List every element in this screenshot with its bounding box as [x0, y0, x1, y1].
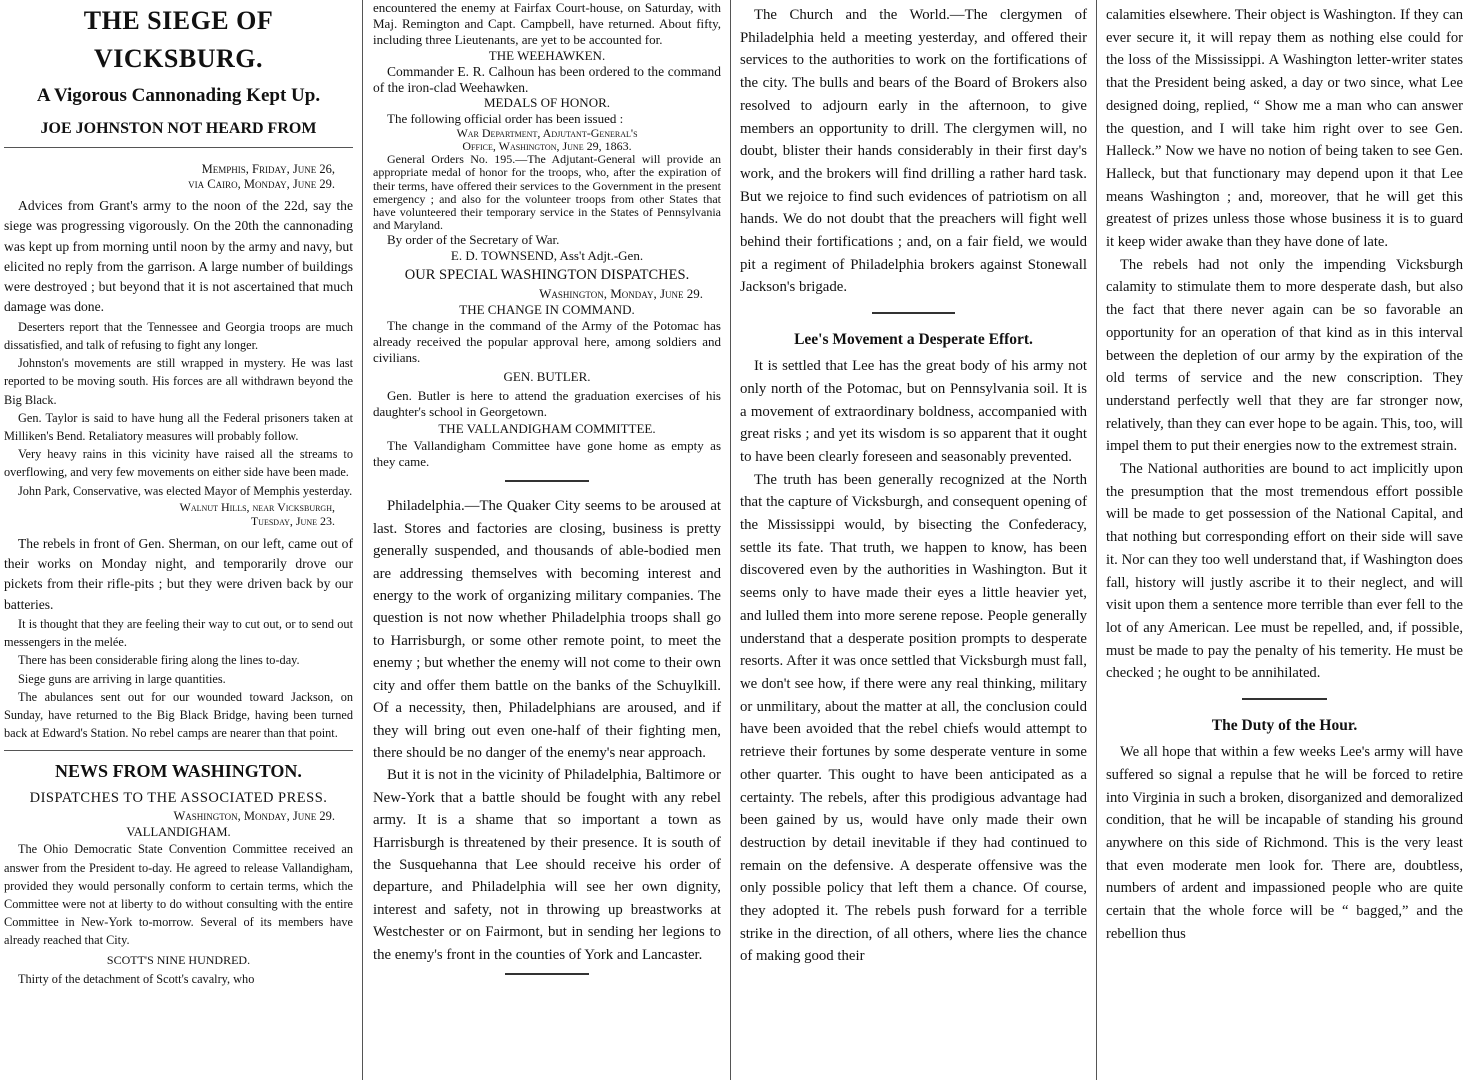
column-rule [1096, 0, 1097, 1080]
dateline: Washington, Monday, June 29. [173, 809, 335, 824]
paragraph: Thirty of the detachment of Scott's cavalry, who [18, 971, 255, 986]
paragraph: Deserters report that the Tennessee and Georgia troops are much dissatisfied, and talk of refusing to fight any longer. [4, 319, 353, 352]
paragraph: Gen. Taylor is said to have hung all the Federal prisoners taken at Milliken's Bend. Retaliatory measures will probably follow. [4, 410, 353, 443]
paragraph: Gen. Butler is here to attend the graduation exercises of his daughter's school in Georgetown. [373, 387, 721, 419]
paragraph: The rebels in front of Gen. Sherman, on our left, came out of their works on Monday night, and temporarily drove our pickets from their rifle-pits ; but they were driven back by our batteries. [4, 535, 353, 612]
column-rule [730, 0, 731, 1080]
paragraph: It is thought that they are feeling their way to cut out, or to send out messengers in the melée. [4, 617, 353, 650]
dateline: Memphis, Friday, June 26, [201, 162, 335, 176]
paragraph: Advices from Grant's army to the noon of the 22d, say the siege was progressing vigorously. On the 20th the cannonading was kept up from morning until noon by the army and navy, but elicited no reply from the garrison. A large number of buildings were destroyed ; but beyond that it is not ascertained that much damage was done. [4, 198, 353, 315]
order-heading: War Department, Adjutant-General's [456, 126, 638, 141]
paragraph: But it is not in the vicinity of Philadelphia, Baltimore or New-York that a battle should be fought with any rebel army. It is a shame that so important a town as Harrisburgh is threatened by their presence. It is south of the Susquehanna that Lee should receive his order of departure, and Philadelphia will see her own dignity, interest and safety, not in throwing up breastworks at Westchester or on Fairmont, but in sending her legions to the enemy's front in the counties of York and Lancaster. [373, 767, 721, 963]
subhead-vallandigham: VALLANDIGHAM. [126, 825, 231, 840]
paragraph: Very heavy rains in this vicinity have raised all the streams to overflowing, and very few movements on either side have been made. [4, 447, 353, 480]
paragraph: Johnston's movements are still wrapped in mystery. He was last reported to be moving south. His forces are all withdrawn beyond the Big Black. [4, 356, 353, 407]
column-2 [367, 0, 727, 1080]
paragraph: John Park, Conservative, was elected Mayor of Memphis yesterday. [18, 483, 353, 498]
column-3 [734, 0, 1093, 1080]
dateline: Walnut Hills, near Vicksburgh, [179, 499, 335, 514]
paragraph: encountered the enemy at Fairfax Court-house, on Saturday, with Maj. Remington and Capt. Campbell, have returned. About fifty, including three Lieutenants, are yet to be accounted for. [373, 0, 721, 47]
subhead-medals: MEDALS OF HONOR. [483, 95, 611, 111]
divider [373, 968, 721, 978]
headline-lee-movement: Lee's Movement a Desperate Effort. [794, 331, 1033, 349]
subhead-cannonading: A Vigorous Cannonading Kept Up. [36, 85, 321, 106]
paragraph: The change in the command of the Army of the Potomac has already received the popular approval here, among soldiers and civilians. [373, 318, 721, 365]
headline-special-dispatches: OUR SPECIAL WASHINGTON DISPATCHES. [404, 267, 690, 284]
paragraph: The Vallandigham Committee have gone home as empty as they came. [373, 437, 721, 469]
paragraph: Commander E. R. Calhoun has been ordered to the command of the iron-clad Weehawken. [373, 63, 721, 95]
column-4 [1100, 0, 1469, 1080]
subhead-scott: SCOTT'S NINE HUNDRED. [106, 952, 251, 967]
headline-siege: THE SIEGE OF VICKSBURG. [83, 6, 274, 73]
subhead-weehawken: THE WEEHAWKEN. [488, 47, 606, 63]
headline-news-washington: NEWS FROM WASHINGTON. [55, 761, 302, 782]
column-rule [362, 0, 363, 1080]
dateline: Washington, Monday, June 29. [539, 286, 703, 302]
paragraph: The rebels had not only the impending Vicksburgh calamity to stimulate them to more desperate dash, but also the fact that there never again can be so favorable an opportunity for an operation of that kind as in this interval between the depletion of our army by the expiration of the old terms of service and the new conscription. They understand perfectly well that they are far stronger now, relatively, than they can ever hope to be again. This, too, will impel them to put their energies now to the extremest strain. [1106, 256, 1463, 455]
subhead-change-command: THE CHANGE IN COMMAND. [459, 302, 635, 318]
divider [4, 750, 353, 751]
paragraph: General Orders No. 195.—The Adjutant-General will provide an appropriate medal of honor for the troops, who, after the expiration of their terms, have offered their services to the Government in the present emergency ; and also for the volunteer troops from other States that have volunteered their temporary service in the States of Pennsylvania and Maryland. [373, 152, 721, 233]
paragraph: The following official order has been issued : [387, 111, 624, 127]
signature: E. D. TOWNSEND, Ass't Adjt.-Gen. [450, 248, 644, 264]
paragraph: We all hope that within a few weeks Lee's army will have suffered so signal a repulse that he will be forced to retire into Virginia in such a broken, disorganized and demoralized condition, that he will be incapable of standing his ground anywhere on this side of Richmond. This is the very least that even moderate men look for. There are, doubtless, numbers of ardent and impassioned people who are quite certain that the whole force will be “ bagged,” and the rebellion thus [1106, 744, 1463, 942]
paragraph: There has been considerable firing along the lines to-day. [18, 653, 300, 668]
subhead-vallandigham-committee: THE VALLANDIGHAM COMMITTEE. [438, 420, 656, 436]
paragraph: Siege guns are arriving in large quantities. [18, 671, 226, 686]
subhead-johnston: JOE JOHNSTON NOT HEARD FROM [40, 120, 317, 137]
divider [4, 147, 353, 148]
order-heading: Office, Washington, June 29, 1863. [462, 139, 632, 154]
dateline: Tuesday, June 23. [250, 513, 335, 528]
paragraph: The abulances sent out for our wounded toward Jackson, on Sunday, have returned to the Big Black Bridge, having been turned back at Edward's Station. No rebel camps are nearer than that point. [4, 689, 353, 741]
subhead-butler: GEN. BUTLER. [503, 368, 591, 384]
divider [740, 307, 1087, 317]
column-1 [0, 0, 359, 1080]
paragraph: calamities elsewhere. Their object is Washington. If they can ever secure it, it will repay them as nothing else could for the loss of the Mississippi. A Washington letter-writer states that the President being asked, a day or two since, what Lee designed doing, replied, “ Show me a man who can answer the question, and I will take him right over to see Gen. Halleck.” Now we have no notion of being taken to see Gen. Halleck, but that functionary may depend upon it that Lee means Washington ; and, moreover, that he will get this greatest of prizes unless those whose business it is to guard it keep wider awake than they have done of late. [1106, 7, 1463, 251]
paragraph: The National authorities are bound to act implicitly upon the presumption that the most tremendous effort possible will be made to get possession of the National Capital, and that nothing but corresponding effort on their side will save it. Nor can they too well understand that, if Washington does fall, history will justly ascribe it to their neglect, and will visit upon them a sentence more terrible than ever fell to the lot of any American. Lee must be repelled, and, if possible, must be made to pay the penalty of his temerity. He must be checked ; he ought to be annihilated. [1106, 461, 1463, 682]
paragraph: The Church and the World.—The clergymen of Philadelphia held a meeting yesterday, and offered their services to the authorities to work on the fortifications of the city. The bulls and bears of the Board of Brokers also resolved to adjourn early in the afternoon, to give members an opportunity to drill. The clergymen will, no doubt, blister their hands considerably in their first day's work, and the brokers will find drilling a rather hard task. But we rejoice to find such evidences of patriotism on all hands. We do not doubt that the preachers will fight well behind their fortifications ; and, on a fair field, we would pit a regiment of Philadelphia brokers against Stonewall Jackson's brigade. [740, 7, 1087, 296]
divider [1106, 693, 1463, 703]
headline-duty-hour: The Duty of the Hour. [1211, 717, 1358, 735]
paragraph: The truth has been generally recognized at the North that the capture of Vicksburgh, and consequent opening of the Mississippi would, by bisecting the Confederacy, settle its fate. That truth, we happen to know, has been discovered even by the authorities in Washington. But it seems only to have made their eyes a little heavier yet, and lulled them into more serene repose. People generally understand that a desperate position prompts to desperate resorts. After it was once settled that Vicksburgh must fall, we don't see how, if there were any real thinking, military or unmilitary, about the matter at all, the conclusion could have been avoided that the rebel chiefs would attempt to retrieve their fortunes by some desperate venture in some other quarter. This ought to have been anticipated as a certainty. The rebels, after this prodigious advantage had been gained by us, would have only made their own destruction by detail inevitable if they had continued to remain on the defensive. A desperate offensive was the only possible policy that left them a chance. Of course, they adopted it. The rebels push forward for a terrible strike in the direction, of all others, where lies the chance of making good their [740, 471, 1087, 965]
divider [373, 475, 721, 485]
paragraph: Philadelphia.—The Quaker City seems to be aroused at last. Stores and factories are closing, business is pretty generally suspended, and thousands of able-bodied men are addressing themselves with becoming interest and energy to the work of organizing military companies. The question is not now whether Philadelphia troops shall go to Harrisburgh, or some other remote point, to meet the enemy ; but whether the enemy will not come to their own city and offer them battle on the banks of the Schuylkill. Of a necessity, then, Philadelphians are aroused, and if they will bring out even one-half of their fighting men, there should be no danger of the enemy's near approach. [373, 498, 721, 761]
subhead-associated-press: DISPATCHES TO THE ASSOCIATED PRESS. [29, 790, 328, 807]
paragraph: It is settled that Lee has the great body of his army not only north of the Potomac, but on Pennsylvania soil. It is a movement of extraordinary boldness, accompanied with great risks ; and yet its wisdom is so apparent that it ought to have been clearly foreseen and seasonably prevented. [740, 358, 1087, 465]
paragraph: By order of the Secretary of War. [387, 232, 560, 248]
dateline: via Cairo, Monday, June 29. [188, 177, 335, 191]
paragraph: The Ohio Democratic State Convention Committee received an answer from the President to-day. He agreed to release Vallandigham, provided they would personally conform to certain terms, which the Committee were not at liberty to do without consulting with the entire Committee in New-York to-morrow. Several of its members have already reached that City. [4, 842, 353, 948]
